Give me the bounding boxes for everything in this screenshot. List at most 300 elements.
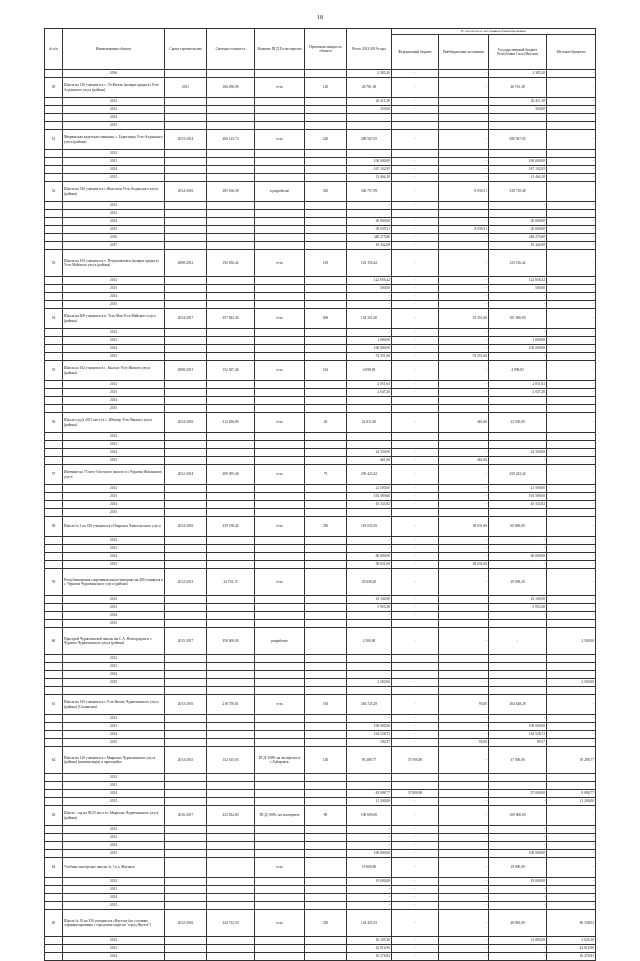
federal-cell: - bbox=[392, 293, 439, 301]
state-cell: - bbox=[489, 457, 547, 465]
empty-cell bbox=[255, 655, 305, 663]
empty-cell bbox=[45, 561, 63, 569]
year-row bbox=[45, 493, 596, 501]
local-cell: - bbox=[547, 329, 596, 337]
empty-cell bbox=[207, 202, 255, 210]
period-cell: 2014-2016 bbox=[165, 517, 207, 537]
state-cell: 26 411,38 bbox=[489, 98, 547, 106]
offbudget-cell: 58 031,69 bbox=[439, 561, 489, 569]
year-label: 2015 bbox=[63, 457, 165, 465]
empty-cell bbox=[305, 790, 347, 798]
local-cell: - bbox=[547, 218, 596, 226]
total-cell: 346 757,99 bbox=[347, 182, 392, 202]
empty-cell bbox=[45, 731, 63, 739]
local-cell: - bbox=[547, 309, 596, 329]
total-cell: 192 589,60 bbox=[347, 493, 392, 501]
empty-cell bbox=[207, 604, 255, 612]
federal-cell: - bbox=[392, 465, 439, 485]
state-cell: 21 500,00 bbox=[489, 485, 547, 493]
local-cell bbox=[547, 433, 596, 441]
state-cell: 338 718,48 bbox=[489, 182, 547, 202]
offbudget-cell bbox=[439, 405, 489, 413]
year-row bbox=[45, 545, 596, 553]
header-federal: Федеральный бюджет bbox=[392, 35, 439, 70]
year-label: 2013 bbox=[63, 493, 165, 501]
empty-cell bbox=[45, 218, 63, 226]
state-cell: 280 567,05 bbox=[489, 130, 547, 150]
empty-cell bbox=[45, 381, 63, 389]
empty-cell bbox=[255, 457, 305, 465]
state-cell: 37 000,00 bbox=[489, 747, 547, 774]
offbudget-cell: - bbox=[439, 277, 489, 285]
year-label: 2014 bbox=[63, 842, 165, 850]
empty-cell bbox=[165, 945, 207, 953]
state-cell: 24 350,00 bbox=[489, 413, 547, 433]
total-cell: 24 350,00 bbox=[347, 449, 392, 457]
empty-cell bbox=[165, 293, 207, 301]
year-row bbox=[45, 620, 596, 628]
empty-cell bbox=[255, 345, 305, 353]
total-cell: 19 000,00 bbox=[347, 878, 392, 886]
year-row bbox=[45, 433, 596, 441]
total-cell: 16 105,30 bbox=[347, 937, 392, 945]
empty-cell bbox=[207, 174, 255, 182]
federal-cell: - bbox=[392, 234, 439, 242]
empty-cell bbox=[255, 596, 305, 604]
year-label bbox=[63, 687, 165, 695]
empty-cell bbox=[45, 389, 63, 397]
empty-cell bbox=[305, 301, 347, 309]
empty-cell bbox=[305, 774, 347, 782]
local-cell: - bbox=[547, 250, 596, 277]
empty-cell bbox=[45, 485, 63, 493]
state-cell: 192 589,60 bbox=[489, 493, 547, 501]
empty-cell bbox=[255, 293, 305, 301]
empty-cell bbox=[305, 122, 347, 130]
total-cell: 167 102,95 bbox=[347, 166, 392, 174]
local-cell: - bbox=[547, 130, 596, 150]
empty-cell bbox=[45, 277, 63, 285]
total-cell: - bbox=[347, 329, 392, 337]
empty-cell bbox=[255, 715, 305, 723]
federal-cell: - bbox=[392, 842, 439, 850]
empty-cell bbox=[165, 886, 207, 894]
empty-cell bbox=[305, 285, 347, 293]
federal-cell: - bbox=[392, 78, 439, 98]
row-num: 51 bbox=[45, 130, 63, 150]
empty-cell bbox=[255, 70, 305, 78]
empty-cell bbox=[165, 509, 207, 517]
empty-cell bbox=[165, 826, 207, 834]
local-cell bbox=[547, 397, 596, 405]
state-cell: 24 350,00 bbox=[489, 449, 547, 457]
total-cell: 1 000,00 bbox=[347, 337, 392, 345]
year-label: 2013 bbox=[63, 158, 165, 166]
empty-cell bbox=[255, 301, 305, 309]
empty-cell bbox=[165, 493, 207, 501]
federal-cell: - bbox=[392, 886, 439, 894]
period-cell: 2014-2015 bbox=[165, 747, 207, 774]
empty-cell bbox=[305, 596, 347, 604]
federal-cell: - bbox=[392, 106, 439, 114]
empty-cell bbox=[45, 553, 63, 561]
empty-cell bbox=[165, 226, 207, 234]
year-label: 2013 bbox=[63, 886, 165, 894]
psd-cell: в разработке bbox=[255, 182, 305, 202]
offbudget-cell: - bbox=[439, 78, 489, 98]
offbudget-cell: - bbox=[439, 858, 489, 878]
empty-cell bbox=[255, 397, 305, 405]
empty-cell bbox=[207, 663, 255, 671]
psd-cell: есть bbox=[255, 910, 305, 937]
empty-cell bbox=[45, 953, 63, 961]
empty-cell bbox=[207, 70, 255, 78]
year-label: 2012 bbox=[63, 774, 165, 782]
year-row bbox=[45, 902, 596, 910]
empty-cell bbox=[45, 493, 63, 501]
local-cell: 11 200,00 bbox=[547, 798, 596, 806]
object-name: Пристрой Чурапчинской школы им.С.А. Новгородова в с. Чурапча Чурапчинского улуса (района) bbox=[63, 628, 165, 655]
offbudget-cell: - bbox=[439, 337, 489, 345]
federal-cell: - bbox=[392, 309, 439, 329]
federal-cell bbox=[392, 433, 439, 441]
year-label: 2014 bbox=[63, 731, 165, 739]
year-row bbox=[45, 687, 596, 695]
object-name: Школа на 120 учащихся в с. Уо-Кюель (возврат кредита) Усть-Алданского улуса (района) bbox=[63, 78, 165, 98]
federal-cell: - bbox=[392, 723, 439, 731]
object-row bbox=[45, 413, 596, 433]
year-label: 2014 bbox=[63, 894, 165, 902]
cost-cell: 24 702,15 bbox=[207, 569, 255, 596]
empty-cell bbox=[305, 945, 347, 953]
empty-cell bbox=[305, 878, 347, 886]
empty-cell bbox=[305, 293, 347, 301]
empty-cell bbox=[165, 150, 207, 158]
federal-cell: - bbox=[392, 485, 439, 493]
year-label: 2015 bbox=[63, 561, 165, 569]
year-row bbox=[45, 553, 596, 561]
row-num: 58 bbox=[45, 517, 63, 537]
local-cell: - bbox=[547, 174, 596, 182]
year-row bbox=[45, 826, 596, 834]
year-row bbox=[45, 202, 596, 210]
empty-cell bbox=[305, 202, 347, 210]
state-cell: 30 000,00 bbox=[489, 218, 547, 226]
cost-cell: 312 296,80 bbox=[207, 413, 255, 433]
object-row bbox=[45, 309, 596, 329]
local-cell: - bbox=[547, 70, 596, 78]
total-cell: 280 567,05 bbox=[347, 130, 392, 150]
empty-cell bbox=[255, 405, 305, 413]
empty-cell bbox=[305, 98, 347, 106]
state-cell: - bbox=[489, 886, 547, 894]
psd-cell: есть bbox=[255, 569, 305, 596]
local-cell: - bbox=[547, 695, 596, 715]
empty-cell bbox=[305, 953, 347, 961]
offbudget-cell bbox=[439, 782, 489, 790]
federal-cell: - bbox=[392, 174, 439, 182]
offbudget-cell: - bbox=[439, 850, 489, 858]
empty-cell bbox=[165, 353, 207, 361]
object-name: Республиканская спортивная школа-интернат на 400 учащихся в с. Чурапча Чурапчинского улуса (района) bbox=[63, 569, 165, 596]
offbudget-cell: - bbox=[439, 485, 489, 493]
federal-cell bbox=[392, 655, 439, 663]
empty-cell bbox=[255, 953, 305, 961]
offbudget-cell bbox=[439, 114, 489, 122]
empty-cell bbox=[207, 234, 255, 242]
empty-cell bbox=[305, 441, 347, 449]
local-cell: - bbox=[547, 106, 596, 114]
local-cell: - bbox=[547, 569, 596, 596]
offbudget-cell: - bbox=[439, 301, 489, 309]
empty-cell bbox=[45, 293, 63, 301]
empty-cell bbox=[207, 226, 255, 234]
empty-cell bbox=[255, 894, 305, 902]
local-cell: - bbox=[547, 731, 596, 739]
year-row bbox=[45, 655, 596, 663]
state-cell: - bbox=[489, 826, 547, 834]
object-name: Школа на 165 учащихся в с. Петропавловск (возврат кредита) Усть-Майского улуса (района) bbox=[63, 250, 165, 277]
empty-cell bbox=[255, 277, 305, 285]
empty-cell bbox=[207, 449, 255, 457]
empty-cell bbox=[255, 509, 305, 517]
empty-cell bbox=[207, 210, 255, 218]
empty-cell bbox=[45, 612, 63, 620]
cost-cell: 344 722,50 bbox=[207, 910, 255, 937]
empty-cell bbox=[165, 345, 207, 353]
empty-cell bbox=[45, 886, 63, 894]
federal-cell bbox=[392, 620, 439, 628]
year-row bbox=[45, 345, 596, 353]
local-cell: - bbox=[547, 277, 596, 285]
year-row bbox=[45, 301, 596, 309]
year-label: 2014 bbox=[63, 166, 165, 174]
empty-cell bbox=[207, 894, 255, 902]
local-cell: - bbox=[547, 834, 596, 842]
year-row bbox=[45, 285, 596, 293]
empty-cell bbox=[165, 953, 207, 961]
offbudget-cell: - bbox=[439, 493, 489, 501]
empty-cell bbox=[165, 679, 207, 687]
empty-cell bbox=[207, 537, 255, 545]
empty-cell bbox=[45, 166, 63, 174]
capacity-cell bbox=[305, 858, 347, 878]
empty-cell bbox=[255, 381, 305, 389]
year-label: 2013 bbox=[63, 545, 165, 553]
empty-cell bbox=[255, 723, 305, 731]
year-row bbox=[45, 106, 596, 114]
local-cell: 16 276,83 bbox=[547, 953, 596, 961]
empty-cell bbox=[207, 782, 255, 790]
total-cell: 30 000,00 bbox=[347, 218, 392, 226]
federal-cell: - bbox=[392, 604, 439, 612]
federal-cell: - bbox=[392, 250, 439, 277]
psd-cell: разработке bbox=[255, 628, 305, 655]
local-cell: - bbox=[547, 604, 596, 612]
empty-cell bbox=[45, 174, 63, 182]
state-cell: - bbox=[489, 679, 547, 687]
empty-cell bbox=[207, 493, 255, 501]
empty-cell bbox=[207, 337, 255, 345]
total-cell: - bbox=[347, 537, 392, 545]
state-cell: 23 104,90 bbox=[489, 596, 547, 604]
empty-cell bbox=[45, 902, 63, 910]
federal-cell: 37 000,00 bbox=[392, 790, 439, 798]
empty-cell bbox=[255, 798, 305, 806]
total-cell: - bbox=[347, 545, 392, 553]
local-cell bbox=[547, 687, 596, 695]
empty-cell bbox=[305, 612, 347, 620]
empty-cell bbox=[305, 242, 347, 250]
empty-cell bbox=[165, 537, 207, 545]
object-name: Школа-сад (в 2015 мест) в с. Юбилер Усть-Янского улуса (района) bbox=[63, 413, 165, 433]
period-cell: 2014-2017 bbox=[165, 309, 207, 329]
federal-cell: - bbox=[392, 695, 439, 715]
empty-cell bbox=[255, 687, 305, 695]
empty-cell bbox=[305, 894, 347, 902]
year-row bbox=[45, 397, 596, 405]
year-row bbox=[45, 790, 596, 798]
empty-cell bbox=[165, 937, 207, 945]
local-cell: - bbox=[547, 293, 596, 301]
total-cell: 10 442,68 bbox=[347, 242, 392, 250]
total-cell: 24 811,60 bbox=[347, 413, 392, 433]
empty-cell bbox=[305, 826, 347, 834]
local-cell: - bbox=[547, 878, 596, 886]
local-cell: 2 500,00 bbox=[547, 628, 596, 655]
empty-cell bbox=[255, 679, 305, 687]
object-row bbox=[45, 78, 596, 98]
empty-cell bbox=[207, 878, 255, 886]
empty-cell bbox=[305, 433, 347, 441]
object-row bbox=[45, 910, 596, 937]
local-cell: - bbox=[547, 285, 596, 293]
empty-cell bbox=[45, 596, 63, 604]
year-row bbox=[45, 894, 596, 902]
total-cell: 58 039,51 bbox=[347, 226, 392, 234]
federal-cell bbox=[392, 441, 439, 449]
local-cell: - bbox=[547, 353, 596, 361]
empty-cell bbox=[45, 878, 63, 886]
empty-cell bbox=[165, 449, 207, 457]
federal-cell: - bbox=[392, 902, 439, 910]
year-label: 2015 bbox=[63, 226, 165, 234]
year-row bbox=[45, 405, 596, 413]
empty-cell bbox=[255, 218, 305, 226]
federal-cell: - bbox=[392, 182, 439, 202]
empty-cell bbox=[207, 405, 255, 413]
object-name: Мюрюнская кадетская гимназия, с. Борогонцы Усть-Алданского улуса (района) bbox=[63, 130, 165, 150]
year-row bbox=[45, 537, 596, 545]
federal-cell: - bbox=[392, 715, 439, 723]
offbudget-cell: - bbox=[439, 604, 489, 612]
empty-cell bbox=[45, 723, 63, 731]
federal-cell: - bbox=[392, 277, 439, 285]
federal-cell bbox=[392, 774, 439, 782]
row-num: 54 bbox=[45, 309, 63, 329]
total-cell bbox=[347, 782, 392, 790]
empty-cell bbox=[165, 285, 207, 293]
state-cell: - bbox=[489, 329, 547, 337]
local-cell bbox=[547, 774, 596, 782]
total-cell: 19 000,00 bbox=[347, 858, 392, 878]
empty-cell bbox=[305, 715, 347, 723]
year-label: 2012 bbox=[63, 655, 165, 663]
empty-cell bbox=[255, 329, 305, 337]
year-label: 2014 bbox=[63, 218, 165, 226]
year-row bbox=[45, 612, 596, 620]
total-cell: - bbox=[347, 894, 392, 902]
empty-cell bbox=[207, 937, 255, 945]
local-cell: - bbox=[547, 465, 596, 485]
year-label: 2012 bbox=[63, 826, 165, 834]
federal-cell bbox=[392, 150, 439, 158]
empty-cell bbox=[165, 218, 207, 226]
local-cell: - bbox=[547, 493, 596, 501]
year-row bbox=[45, 441, 596, 449]
empty-cell bbox=[45, 826, 63, 834]
federal-cell: - bbox=[392, 569, 439, 596]
year-label: 2012 bbox=[63, 98, 165, 106]
local-cell: - bbox=[547, 485, 596, 493]
empty-cell bbox=[165, 234, 207, 242]
federal-cell: - bbox=[392, 537, 439, 545]
empty-cell bbox=[165, 604, 207, 612]
year-label: 2016 bbox=[63, 234, 165, 242]
empty-cell bbox=[305, 174, 347, 182]
empty-cell bbox=[305, 842, 347, 850]
year-label: 2017 bbox=[63, 242, 165, 250]
state-cell: 5 953,30 bbox=[489, 604, 547, 612]
federal-cell bbox=[392, 687, 439, 695]
offbudget-cell: - bbox=[439, 723, 489, 731]
empty-cell bbox=[207, 545, 255, 553]
year-row bbox=[45, 731, 596, 739]
empty-cell bbox=[207, 687, 255, 695]
empty-cell bbox=[207, 218, 255, 226]
year-label: 2014 bbox=[63, 953, 165, 961]
empty-cell bbox=[165, 782, 207, 790]
total-cell: 350,00 bbox=[347, 106, 392, 114]
total-cell: - bbox=[347, 715, 392, 723]
total-cell: 23 104,90 bbox=[347, 596, 392, 604]
local-cell bbox=[547, 210, 596, 218]
object-row bbox=[45, 250, 596, 277]
empty-cell bbox=[45, 834, 63, 842]
local-cell: - bbox=[547, 501, 596, 509]
offbudget-cell bbox=[439, 397, 489, 405]
year-row bbox=[45, 485, 596, 493]
year-label: 2014 bbox=[63, 345, 165, 353]
empty-cell bbox=[305, 850, 347, 858]
local-cell: - bbox=[547, 78, 596, 98]
year-label: 2014 bbox=[63, 449, 165, 457]
offbudget-cell: - bbox=[439, 553, 489, 561]
empty-cell bbox=[305, 902, 347, 910]
empty-cell bbox=[305, 798, 347, 806]
federal-cell: - bbox=[392, 158, 439, 166]
object-row bbox=[45, 361, 596, 381]
total-cell: 100 000,00 bbox=[347, 850, 392, 858]
offbudget-cell: - bbox=[439, 902, 489, 910]
offbudget-cell bbox=[439, 663, 489, 671]
psd-cell: есть bbox=[255, 413, 305, 433]
federal-cell: - bbox=[392, 937, 439, 945]
empty-cell bbox=[45, 790, 63, 798]
empty-cell bbox=[255, 158, 305, 166]
empty-cell bbox=[305, 687, 347, 695]
offbudget-cell: - bbox=[439, 345, 489, 353]
